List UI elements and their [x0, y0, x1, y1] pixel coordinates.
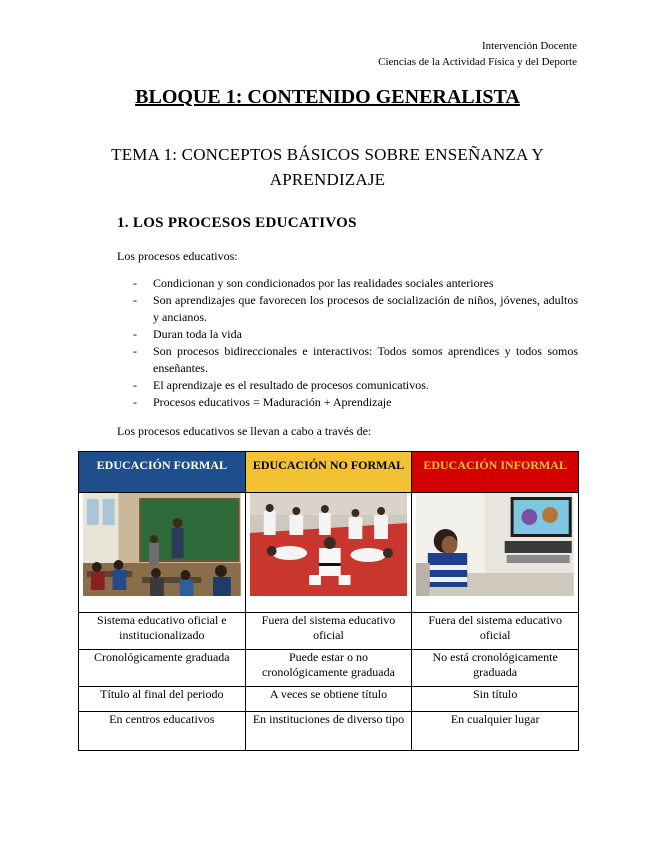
table-cell: Sistema educativo oficial e institucionalizado: [79, 613, 246, 650]
child-watching-tv-photo: [416, 493, 574, 596]
photo-cell-formal: [79, 493, 246, 613]
education-types-table: [78, 451, 579, 751]
section-title: 1. LOS PROCESOS EDUCATIVOS: [117, 215, 357, 231]
bullet-dash: -: [133, 378, 137, 392]
outro-text: Los procesos educativos se llevan a cabo a través de:: [117, 424, 372, 438]
martial-arts-photo: [250, 493, 408, 596]
list-item: - Condicionan y son condicionados por las realidades sociales anteriores: [133, 276, 494, 290]
header-line-2: Ciencias de la Actividad Física y del Deporte: [378, 56, 577, 68]
table-cell: Fuera del sistema educativo oficial: [412, 613, 579, 650]
bullet-list: [133, 275, 578, 411]
bullet-dash: -: [133, 293, 137, 307]
bullet-dash: -: [133, 395, 137, 409]
list-item: - Procesos educativos = Maduración + Aprendizaje: [133, 395, 392, 409]
bloque-title: BLOQUE 1: CONTENIDO GENERALISTA: [135, 86, 520, 108]
table-cell: En cualquier lugar: [412, 712, 579, 751]
tema-title: TEMA 1: CONCEPTOS BÁSICOS SOBRE ENSEÑANZA Y APRENDIZAJE: [111, 145, 544, 189]
table-row: [79, 650, 579, 687]
photo-cell-no-formal: [245, 493, 412, 613]
bullet-dash: -: [133, 327, 137, 341]
list-item: - El aprendizaje es el resultado de procesos comunicativos.: [133, 378, 429, 392]
header-no-formal: EDUCACIÓN NO FORMAL: [245, 452, 412, 493]
table-cell: Cronológicamente graduada: [79, 650, 246, 687]
table-row: [79, 687, 579, 712]
page-header: [378, 38, 577, 70]
bullet-dash: -: [133, 344, 137, 358]
header-formal: EDUCACIÓN FORMAL: [79, 452, 246, 493]
table-photo-row: [79, 493, 579, 613]
table-row: [79, 712, 579, 751]
table-cell: Puede estar o no cronológicamente graduada: [245, 650, 412, 687]
table-cell: Sin título: [412, 687, 579, 712]
list-item: - Son procesos bidireccionales e interactivos: Todos somos aprendices y todos somos enseñantes.: [133, 344, 578, 375]
table-cell: A veces se obtiene título: [245, 687, 412, 712]
table-cell: En centros educativos: [79, 712, 246, 751]
table-cell: No está cronológicamente graduada: [412, 650, 579, 687]
table-header-row: [79, 452, 579, 493]
list-item: - Son aprendizajes que favorecen los procesos de socialización de niños, jóvenes, adultos y ancianos.: [133, 293, 578, 324]
list-item: - Duran toda la vida: [133, 327, 242, 341]
classroom-photo: [83, 493, 241, 596]
header-line-1: Intervención Docente: [482, 40, 577, 52]
header-informal: EDUCACIÓN INFORMAL: [412, 452, 579, 493]
table-cell: Título al final del periodo: [79, 687, 246, 712]
table-cell: Fuera del sistema educativo oficial: [245, 613, 412, 650]
intro-text: Los procesos educativos:: [117, 249, 238, 263]
photo-cell-informal: [412, 493, 579, 613]
table-cell: En instituciones de diverso tipo: [245, 712, 412, 751]
table-row: [79, 613, 579, 650]
bullet-dash: -: [133, 276, 137, 290]
